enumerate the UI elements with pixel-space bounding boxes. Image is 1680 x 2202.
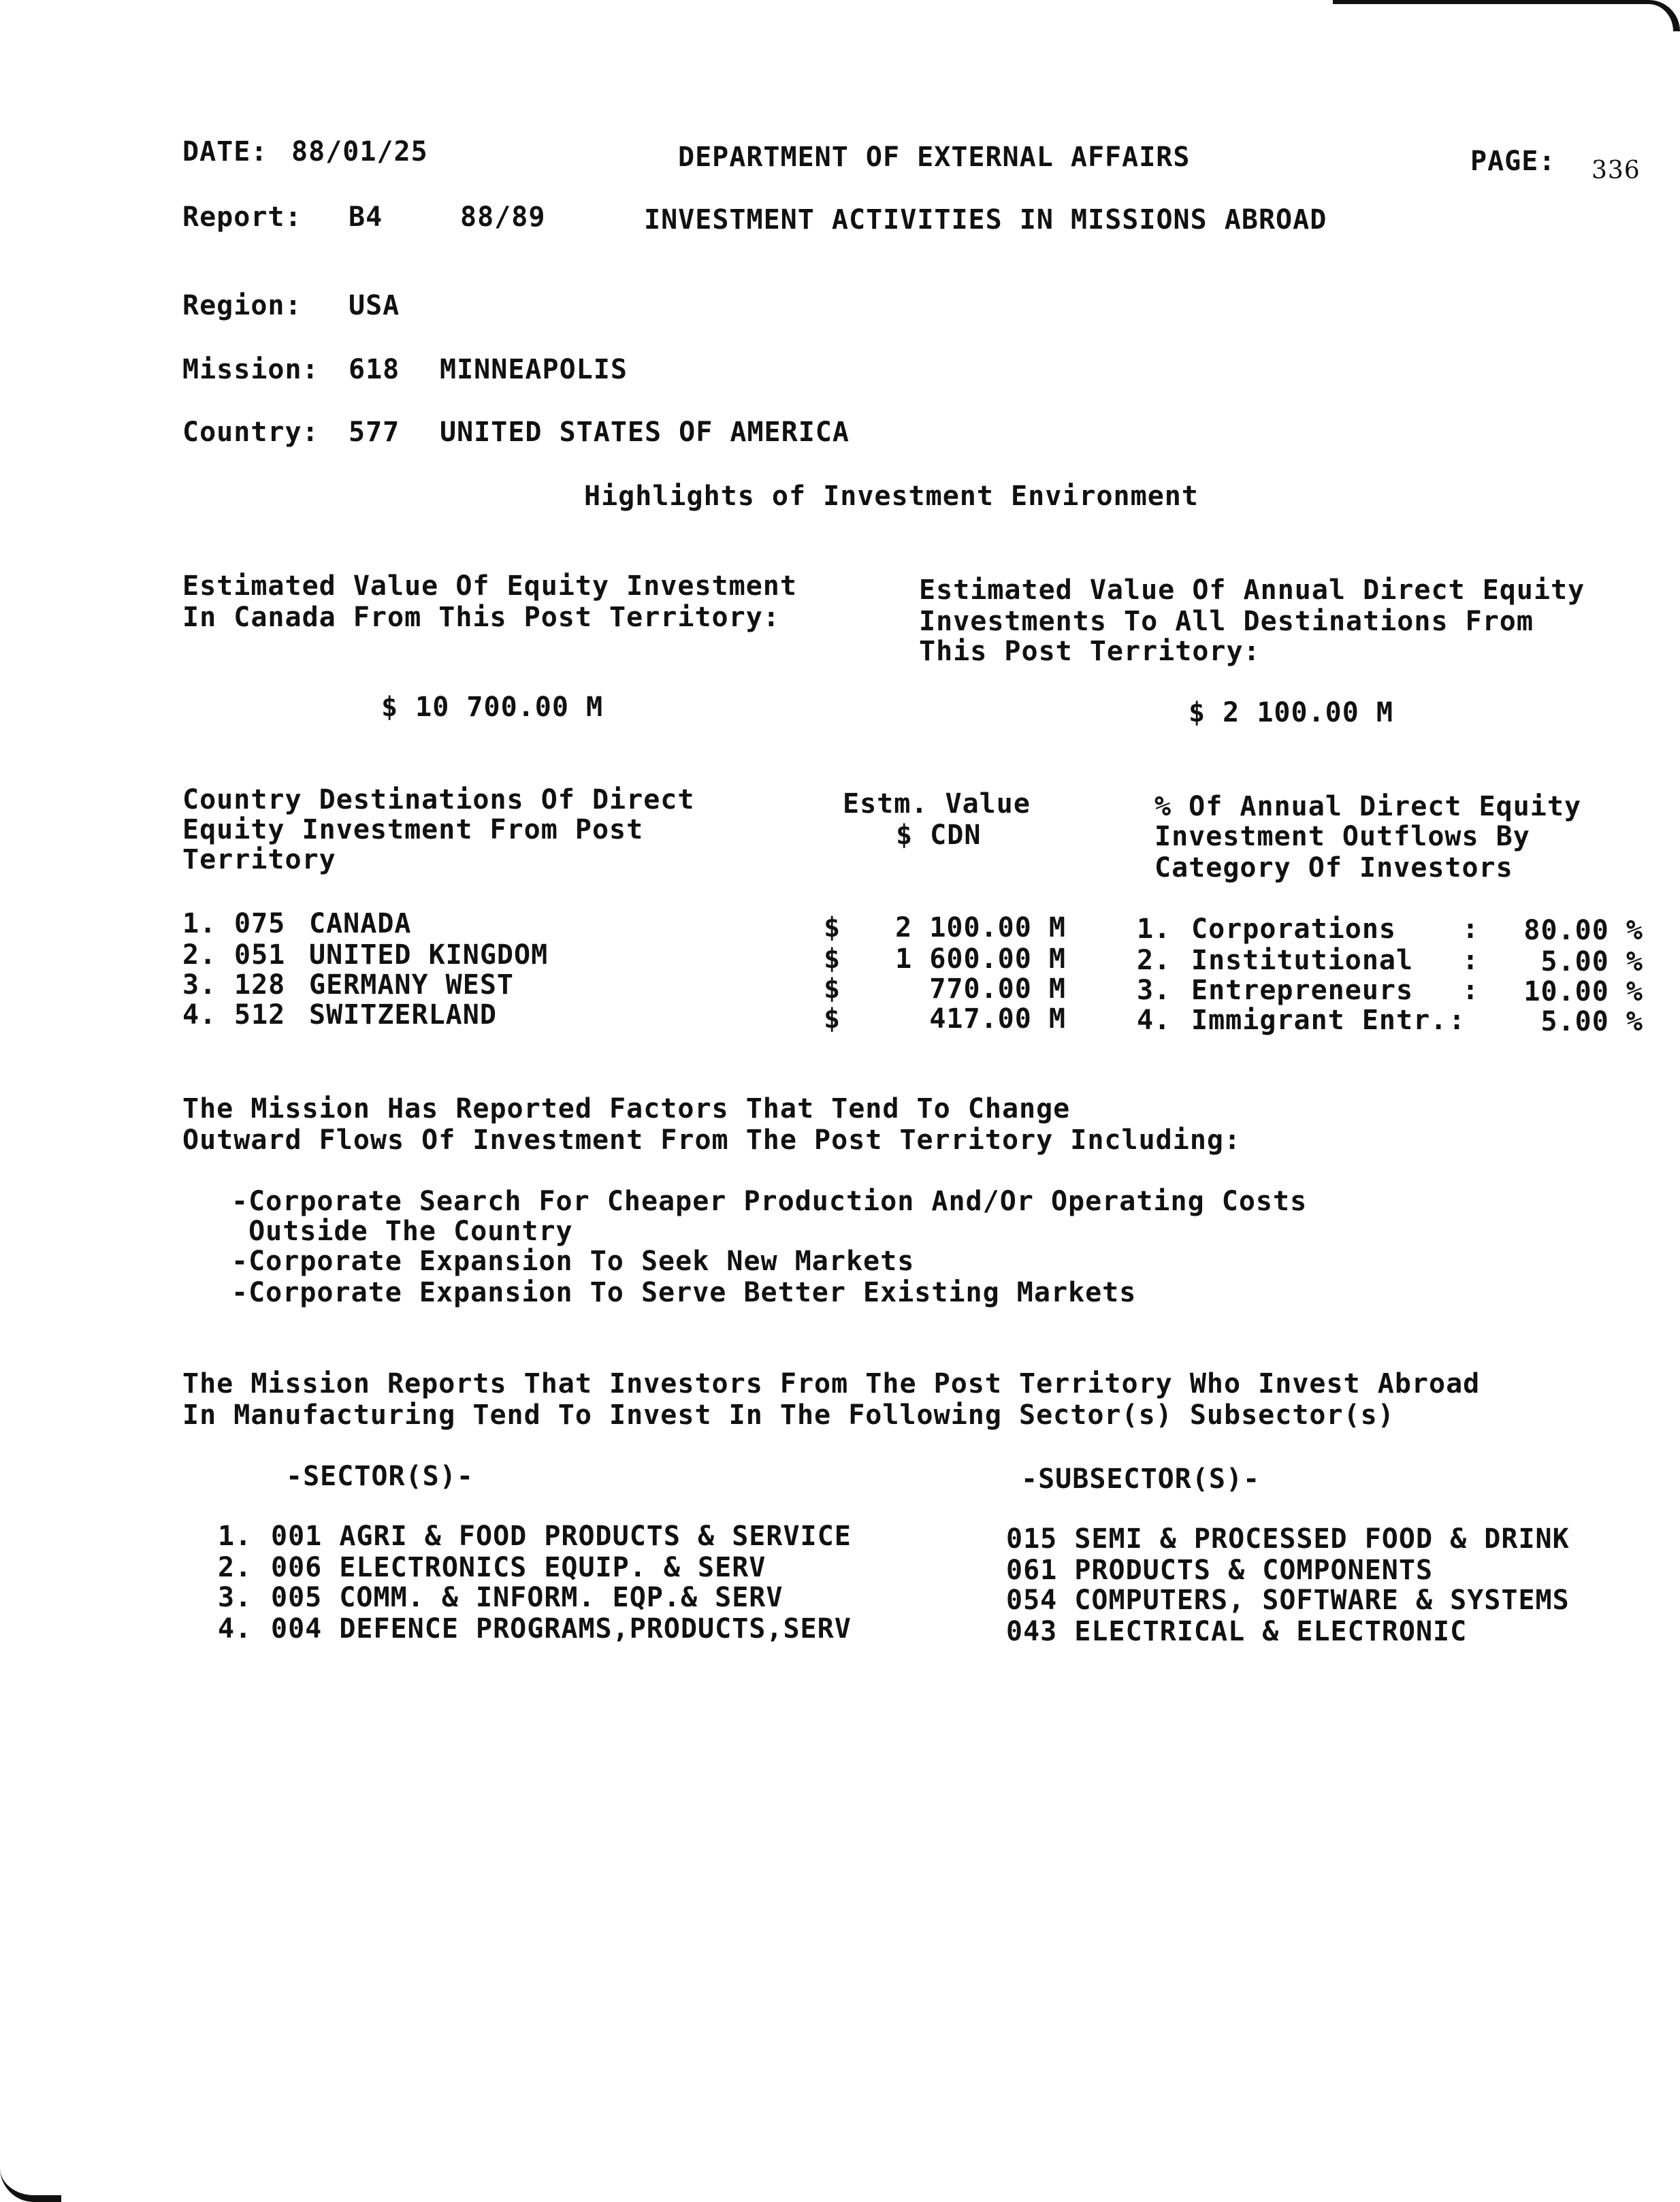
category-header-line1: % Of Annual Direct Equity — [1154, 791, 1582, 822]
destination-name: SWITZERLAND — [309, 999, 497, 1031]
page-number: 336 — [1592, 157, 1641, 184]
sector-rank: 3. — [218, 1582, 253, 1613]
date-label: DATE: — [182, 136, 268, 167]
category-rank: 2. — [1137, 945, 1172, 976]
category-percent: 5.00 % — [1540, 1006, 1643, 1037]
page-label: PAGE: — [1470, 146, 1556, 177]
destination-name: CANADA — [309, 908, 412, 939]
factor-item-continuation: Outside The Country — [231, 1216, 573, 1247]
destination-rank: 2. — [182, 939, 217, 971]
destination-rank: 3. — [182, 969, 217, 1001]
category-name: Institutional — [1191, 945, 1414, 976]
destinations-header-line3: Territory — [182, 844, 336, 875]
category-separator: : — [1449, 1005, 1466, 1036]
region-label: Region: — [182, 290, 302, 321]
category-rank: 1. — [1137, 913, 1172, 945]
report-label: Report: — [182, 201, 302, 233]
report-year: 88/89 — [460, 201, 546, 233]
factor-item: -Corporate Search For Cheaper Production And/Or Operating Costs — [231, 1186, 1308, 1217]
equity-in-canada-label-line1: Estimated Value Of Equity Investment — [182, 570, 797, 602]
subsector-name: 054 COMPUTERS, SOFTWARE & SYSTEMS — [1006, 1585, 1570, 1616]
section-title: Highlights of Investment Environment — [584, 481, 1199, 512]
mission-name: MINNEAPOLIS — [440, 354, 628, 385]
destinations-header-line2: Equity Investment From Post — [182, 814, 644, 845]
category-rank: 3. — [1137, 975, 1172, 1006]
report-code: B4 — [349, 201, 383, 233]
destination-currency: $ — [824, 1003, 841, 1035]
factors-intro-line1: The Mission Has Reported Factors That Tend To Change — [182, 1093, 1071, 1124]
sector-name: 005 COMM. & INFORM. EQP.& SERV — [271, 1582, 784, 1613]
category-rank: 4. — [1137, 1005, 1172, 1036]
factors-intro-line2: Outward Flows Of Investment From The Post Territory Including: — [182, 1124, 1242, 1156]
destination-currency: $ — [824, 912, 841, 943]
destination-value: 770.00 M — [929, 973, 1066, 1005]
sector-column-header: -SECTOR(S)- — [286, 1461, 474, 1492]
category-percent: 10.00 % — [1523, 976, 1643, 1007]
report-date: 88/01/25 — [291, 136, 428, 167]
subsector-name: 043 ELECTRICAL & ELECTRONIC — [1006, 1616, 1468, 1647]
report-title: INVESTMENT ACTIVITIES IN MISSIONS ABROAD — [644, 204, 1327, 236]
subsector-name: 015 SEMI & PROCESSED FOOD & DRINK — [1006, 1523, 1570, 1555]
value-header-line2: $ CDN — [896, 820, 982, 851]
sectors-intro-line2: In Manufacturing Tend To Invest In The Following Sector(s) Subsector(s) — [182, 1399, 1395, 1431]
region-value: USA — [349, 290, 400, 321]
destination-value: 417.00 M — [929, 1003, 1066, 1035]
subsector-column-header: -SUBSECTOR(S)- — [1021, 1463, 1261, 1495]
page-edge-bottom-left — [0, 2168, 61, 2202]
annual-equity-label-line1: Estimated Value Of Annual Direct Equity — [919, 574, 1585, 606]
sector-rank: 1. — [218, 1521, 253, 1552]
destination-rank: 1. — [182, 908, 217, 939]
destination-code: 075 — [234, 908, 286, 939]
destination-currency: $ — [824, 973, 841, 1005]
category-name: Corporations — [1191, 913, 1396, 945]
destination-code: 051 — [234, 939, 286, 971]
subsector-name: 061 PRODUCTS & COMPONENTS — [1006, 1555, 1434, 1586]
mission-label: Mission: — [182, 354, 319, 385]
annual-equity-value: $ 2 100.00 M — [1189, 697, 1393, 728]
destination-value: 1 600.00 M — [895, 943, 1066, 975]
country-code: 577 — [349, 417, 400, 448]
mission-code: 618 — [349, 354, 400, 385]
destination-currency: $ — [824, 943, 841, 975]
country-label: Country: — [182, 417, 319, 448]
category-name: Entrepreneurs — [1191, 975, 1414, 1006]
destination-code: 512 — [234, 999, 286, 1031]
sector-name: 001 AGRI & FOOD PRODUCTS & SERVICE — [271, 1521, 852, 1552]
destination-value: 2 100.00 M — [895, 912, 1066, 943]
destination-code: 128 — [234, 969, 286, 1001]
value-header-line1: Estm. Value — [843, 788, 1031, 820]
department-title: DEPARTMENT OF EXTERNAL AFFAIRS — [678, 142, 1191, 173]
destination-rank: 4. — [182, 999, 217, 1031]
factor-item: -Corporate Expansion To Serve Better Existing Markets — [231, 1277, 1137, 1308]
equity-in-canada-value: $ 10 700.00 M — [381, 692, 604, 723]
destination-name: GERMANY WEST — [309, 969, 514, 1001]
destination-name: UNITED KINGDOM — [309, 939, 549, 971]
destinations-header-line1: Country Destinations Of Direct — [182, 784, 695, 815]
category-name: Immigrant Entr. — [1191, 1005, 1448, 1036]
category-percent: 80.00 % — [1523, 915, 1643, 946]
sector-name: 006 ELECTRONICS EQUIP. & SERV — [271, 1552, 766, 1583]
category-percent: 5.00 % — [1540, 946, 1643, 977]
category-separator: : — [1462, 913, 1480, 945]
category-header-line2: Investment Outflows By — [1154, 821, 1530, 852]
sector-rank: 2. — [218, 1552, 253, 1583]
sectors-intro-line1: The Mission Reports That Investors From The Post Territory Who Invest Abroad — [182, 1368, 1481, 1399]
category-separator: : — [1462, 945, 1480, 976]
sector-name: 004 DEFENCE PROGRAMS,PRODUCTS,SERV — [271, 1613, 852, 1645]
factor-item: -Corporate Expansion To Seek New Markets — [231, 1246, 915, 1277]
category-header-line3: Category Of Investors — [1154, 852, 1513, 884]
annual-equity-label-line3: This Post Territory: — [919, 636, 1261, 667]
page-edge-top-right — [1333, 0, 1680, 31]
annual-equity-label-line2: Investments To All Destinations From — [919, 606, 1534, 637]
sector-rank: 4. — [218, 1613, 253, 1645]
equity-in-canada-label-line2: In Canada From This Post Territory: — [182, 602, 780, 633]
country-name: UNITED STATES OF AMERICA — [440, 417, 850, 448]
category-separator: : — [1462, 975, 1480, 1006]
